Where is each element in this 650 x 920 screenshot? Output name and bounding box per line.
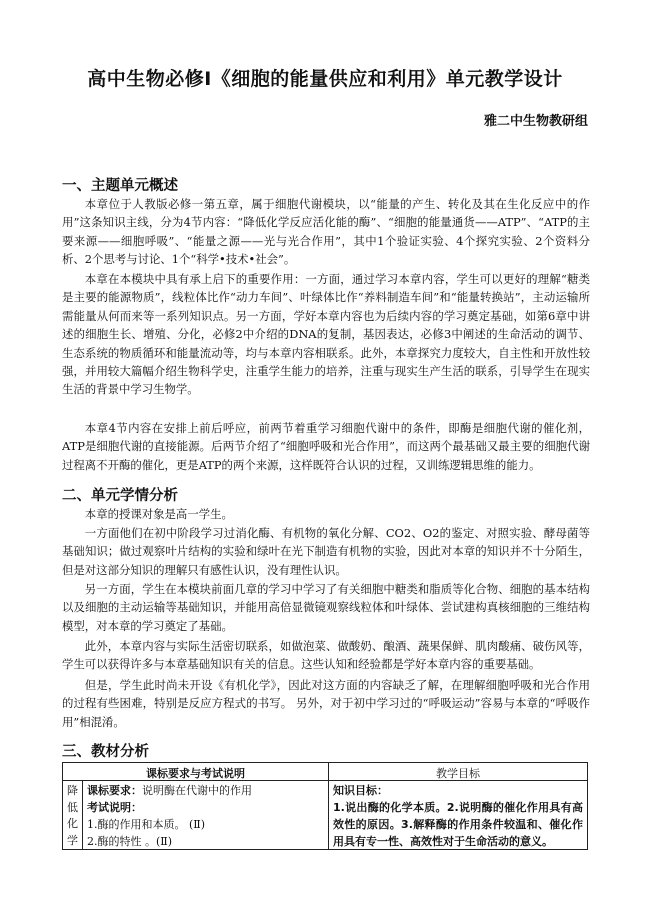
section1-paragraph-1: 本章位于人教版必修一第五章，属于细胞代谢模块，以“能量的产生、转化及其在生化反应中的作用”这条知识主线，分为4节内容：“降低化学反应活化能的酶”、“细胞的能量通货——ATP”、“ATP的主要来源——细胞呼吸”、“能量之源——光与光合作用”，其中1个验证实验、4个探究实验、2个资料分析、2个思考与讨论、1个“科学•技术•社会”。 xyxy=(62,197,590,267)
document-title: 高中生物必修Ⅰ《细胞的能量供应和利用》单元教学设计 xyxy=(87,68,563,90)
document-author: 雅二中生物教研组 xyxy=(483,114,588,129)
section2-paragraph-3: 另一方面，学生在本模块前面几章的学习中学习了有关细胞中糖类和脂质等化合物、细胞的基本结构以及细胞的主动运输等基础知识，并能用高倍显微镜观察线粒体和叶绿体、尝试建构真核细胞的三维结构模型，对本章的学习奠定了基础。 xyxy=(62,582,590,633)
section2-paragraph-5: 但是，学生此时尚未开设《有机化学》，因此对这方面的内容缺乏了解，在理解细胞呼吸和光合作用的过程有些困难，特别是反应方程式的书写。 另外，对于初中学习过的“呼吸运动”容易与本章的“呼吸作用”相混淆。 xyxy=(62,678,590,729)
table-header-teaching-goals: 教学目标 xyxy=(436,767,480,780)
section2-paragraph-1: 本章的授课对象是高一学生。 xyxy=(84,507,233,521)
table-row-label-divider xyxy=(82,780,83,849)
section2-paragraph-4: 此外，本章内容与实际生活密切联系，如做泡菜、做酸奶、酿酒、蔬果保鲜、肌肉酸痛、破伤风等，学生可以获得许多与本章基础知识有关的信息。这些认知和经验都是学好本章内容的重要基础。 xyxy=(62,639,590,672)
table-row-label: 降低化学 xyxy=(67,784,78,847)
section1-paragraph-3: 本章4节内容在安排上前后呼应，前两节着重学习细胞代谢中的条件，即酶是细胞代谢的催化剂，ATP是细胞代谢的直接能源。后两节介绍了“细胞呼吸和光合作用”，而这两个最基础又最主要的细胞代谢过程离不开酶的催化，更是ATP的两个来源，这样既符合认识的过程，又训练逻辑思维的能力。 xyxy=(62,421,590,472)
section2-heading: 二、单元学情分析 xyxy=(62,488,178,504)
exam-description-label: 考试说明： xyxy=(87,801,142,814)
exam-item-1: 1.酶的作用和本质。 (Ⅱ) xyxy=(87,818,206,831)
section1-paragraph-2: 本章在本模块中具有承上启下的重要作用：一方面，通过学习本章内容，学生可以更好的理解“糖类是主要的能源物质”，线粒体比作“动力车间”、叶绿体比作“养料制造车间”和“能量转换站”，主动运输所需能量从何而来等一系列知识点。另一方面，学好本章内容也为后续内容的学习奠定基础，如第6章中讲述的细胞生长、增殖、分化，必修2中介绍的DNA的复制，基因表达，必修3中阐述的生命活动的调节、生态系统的物质循环和能量流动等，均与本章内容相联系。此外，本章探究力度较大，自主性和开放性较强，并用较大篇幅介绍生物科学史，注重学生能力的培养，注重与现实生产生活的联系，引导学生在现实生活的背景中学习生物学。 xyxy=(62,272,590,397)
section1-heading: 一、主题单元概述 xyxy=(62,178,178,194)
teaching-goals-cell xyxy=(333,782,583,850)
curriculum-requirement-text: 说明酶在代谢中的作用 xyxy=(142,784,252,797)
section2-paragraph-2: 一方面他们在初中阶段学习过消化酶、有机物的氧化分解、CO2、O2的鉴定、对照实验、酵母菌等基础知识；做过观察叶片结构的实验和绿叶在光下制造有机物的实验，因此对本章的知识并不十分陌生，但是对这部分知识的理解只有感性认识，没有理性认识。 xyxy=(62,526,590,577)
exam-item-2: 2.酶的特性 。(Ⅱ) xyxy=(87,835,173,848)
curriculum-requirement-label: 课标要求： xyxy=(87,784,142,797)
requirements-cell xyxy=(87,782,325,850)
knowledge-goal-text: 1.说出酶的化学本质。2.说明酶的催化作用具有高效性的原因。3.解释酶的作用条件较温和、催化作用具有专一性、高效性对于生命活动的意义。 xyxy=(333,801,583,848)
section3-heading: 三、教材分析 xyxy=(62,744,149,760)
knowledge-goal-label: 知识目标： xyxy=(333,784,388,797)
table-header-requirements: 课标要求与考试说明 xyxy=(146,767,245,780)
textbook-analysis-table xyxy=(62,762,588,850)
